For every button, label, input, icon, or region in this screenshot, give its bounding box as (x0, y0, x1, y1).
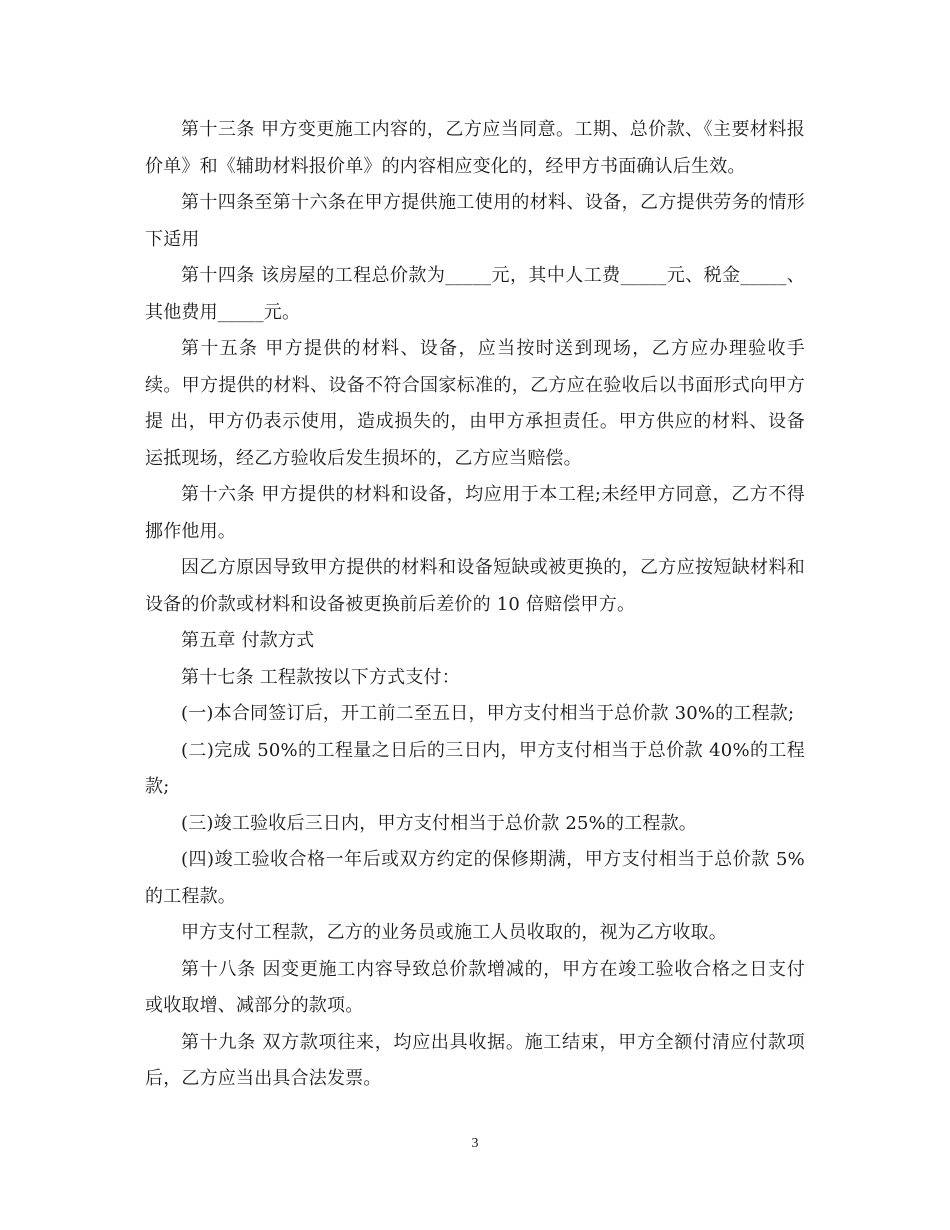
payment-item-3: (三)竣工验收后三日内，甲方支付相当于总价款 25%的工程款。 (181, 812, 697, 834)
document-body (145, 112, 805, 1098)
chapter-heading: 第五章 付款方式 (181, 630, 315, 651)
page-number: 3 (471, 1136, 479, 1151)
paragraph-article-16: 第十六条 甲方提供的材料和设备，均应用于本工程;未经甲方同意，乙方不得挪作他用。 (145, 484, 805, 542)
paragraph-article-14: 第十四条 该房屋的工程总价款为_____元，其中人工费_____元、税金_____、其他费用_____元。 (145, 265, 805, 323)
paragraph-scope-note: 第十四条至第十六条在甲方提供施工使用的材料、设备，乙方提供劳务的情形下适用 (145, 192, 805, 250)
paragraph-article-15: 第十五条 甲方提供的材料、设备，应当按时送到现场，乙方应办理验收手续。甲方提供的材料、设备不符合国家标准的，乙方应在验收后以书面形式向甲方提 出，甲方仍表示使用，造成损失的，由甲方承担责任。甲方供应的材料、设备运抵现场，经乙方验收后发生损坏的，乙方应当赔偿。 (145, 338, 805, 469)
paragraph-article-17: 第十七条 工程款按以下方式支付： (181, 666, 460, 688)
payment-item-2: (二)完成 50%的工程量之日后的三日内，甲方支付相当于总价款 40%的工程款; (145, 739, 805, 797)
paragraph-article-13: 第十三条 甲方变更施工内容的，乙方应当同意。工期、总价款、《主要材料报价单》和《辅助材料报价单》的内容相应变化的，经甲方书面确认后生效。 (145, 119, 805, 177)
paragraph-payment-receipt: 甲方支付工程款，乙方的业务员或施工人员收取的，视为乙方收取。 (181, 922, 727, 943)
paragraph-article-19: 第十九条 双方款项往来，均应出具收据。施工结束，甲方全额付清应付款项后，乙方应当出具合法发票。 (145, 1031, 805, 1089)
paragraph-shortage-compensation: 因乙方原因导致甲方提供的材料和设备短缺或被更换的，乙方应按短缺材料和设备的价款或材料和设备被更换前后差价的 10 倍赔偿甲方。 (145, 557, 805, 615)
payment-item-4: (四)竣工验收合格一年后或双方约定的保修期满，甲方支付相当于总价款 5%的工程款。 (145, 849, 805, 907)
payment-item-1: (一)本合同签订后，开工前二至五日，甲方支付相当于总价款 30%的工程款; (181, 703, 795, 724)
paragraph-article-18: 第十八条 因变更施工内容导致总价款增减的，甲方在竣工验收合格之日支付或收取增、减部分的款项。 (145, 958, 805, 1016)
